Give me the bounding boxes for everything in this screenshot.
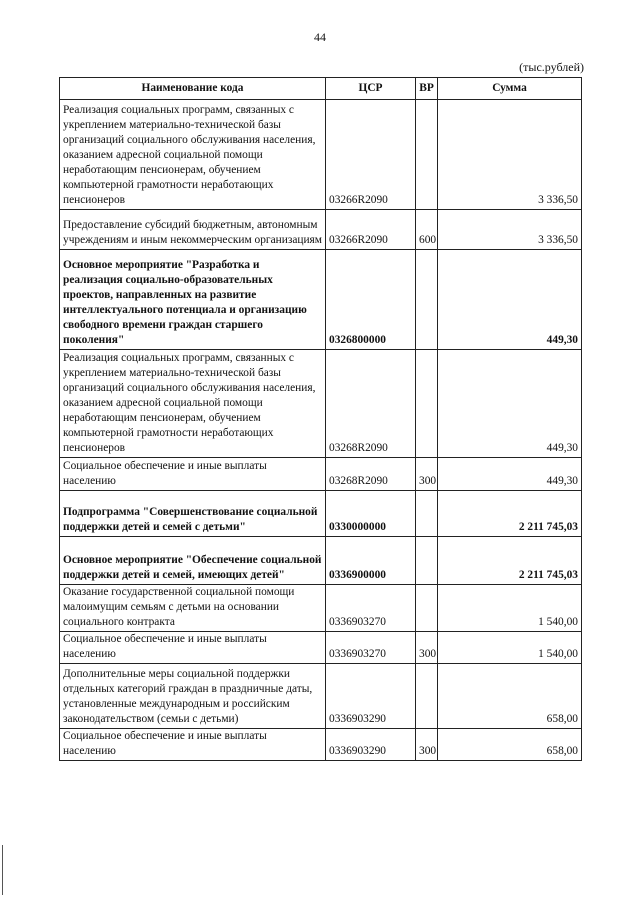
cell-csr: 03266R2090 [326, 210, 416, 250]
cell-sum: 3 336,50 [438, 210, 582, 250]
cell-vr [416, 100, 438, 210]
table-row [60, 537, 582, 585]
cell-sum: 449,30 [438, 458, 582, 491]
cell-vr: 300 [416, 632, 438, 664]
table-row [60, 458, 582, 491]
cell-csr: 0336903270 [326, 585, 416, 632]
table-header-row [60, 78, 582, 100]
table-row [60, 585, 582, 632]
cell-vr [416, 664, 438, 729]
cell-vr: 600 [416, 210, 438, 250]
header-csr: ЦСР [326, 78, 416, 100]
cell-sum: 2 211 745,03 [438, 491, 582, 537]
cell-csr: 0336903290 [326, 729, 416, 761]
units-note: (тыс.рублей) [519, 60, 584, 74]
cell-sum: 449,30 [438, 350, 582, 458]
cell-name: Подпрограмма "Совершенствование социальной поддержки детей и семей с детьми" [60, 491, 326, 537]
table-body [60, 100, 582, 761]
table-row [60, 664, 582, 729]
cell-name: Основное мероприятие "Обеспечение социальной поддержки детей и семей, имеющих детей" [60, 537, 326, 585]
cell-csr: 0326800000 [326, 250, 416, 350]
cell-name: Социальное обеспечение и иные выплаты населению [60, 632, 326, 664]
table-row [60, 210, 582, 250]
table-row [60, 632, 582, 664]
cell-name: Реализация социальных программ, связанных с укреплением материально-технической базы организаций социального обслуживания населения, оказанием адресной социальной помощи неработающим пенсионерам, обучением компьютерной грамотности неработающих пенсионеров [60, 350, 326, 458]
header-sum: Сумма [438, 78, 582, 100]
header-vr: ВР [416, 78, 438, 100]
cell-name: Предоставление субсидий бюджетным, автономным учреждениям и иным некоммерческим организациям [60, 210, 326, 250]
cell-csr: 0336903290 [326, 664, 416, 729]
cell-vr [416, 350, 438, 458]
cell-name: Социальное обеспечение и иные выплаты населению [60, 729, 326, 761]
cell-sum: 1 540,00 [438, 632, 582, 664]
cell-sum: 658,00 [438, 729, 582, 761]
cell-name: Дополнительные меры социальной поддержки отдельных категорий граждан в праздничные даты, установленные международным и российским законодательством (семьи с детьми) [60, 664, 326, 729]
table-row [60, 100, 582, 210]
table-row [60, 491, 582, 537]
cell-csr: 03268R2090 [326, 458, 416, 491]
table-row [60, 729, 582, 761]
cell-vr: 300 [416, 458, 438, 491]
cell-vr [416, 585, 438, 632]
cell-sum: 2 211 745,03 [438, 537, 582, 585]
cell-vr [416, 250, 438, 350]
cell-vr [416, 537, 438, 585]
cell-sum: 1 540,00 [438, 585, 582, 632]
table-row [60, 350, 582, 458]
header-name: Наименование кода [60, 78, 326, 100]
cell-sum: 449,30 [438, 250, 582, 350]
cell-csr: 0336900000 [326, 537, 416, 585]
cell-name: Реализация социальных программ, связанных с укреплением материально-технической базы организаций социального обслуживания населения, оказанием адресной социальной помощи неработающим пенсионерам, обучением компьютерной грамотности неработающих пенсионеров [60, 100, 326, 210]
cell-vr: 300 [416, 729, 438, 761]
cell-csr: 0336903270 [326, 632, 416, 664]
cell-name: Основное мероприятие "Разработка и реализация социально-образовательных проектов, направленных на развитие интеллектуального потенциала и организацию свободного времени граждан старшего поколения" [60, 250, 326, 350]
budget-table [59, 77, 582, 761]
cell-csr: 03266R2090 [326, 100, 416, 210]
cell-name: Оказание государственной социальной помощи малоимущим семьям с детьми на основании социального контракта [60, 585, 326, 632]
cell-vr [416, 491, 438, 537]
page-number: 44 [314, 30, 326, 44]
cell-csr: 0330000000 [326, 491, 416, 537]
table-row [60, 250, 582, 350]
cell-sum: 658,00 [438, 664, 582, 729]
cell-name: Социальное обеспечение и иные выплаты населению [60, 458, 326, 491]
cell-sum: 3 336,50 [438, 100, 582, 210]
cell-csr: 03268R2090 [326, 350, 416, 458]
margin-mark [2, 845, 3, 895]
